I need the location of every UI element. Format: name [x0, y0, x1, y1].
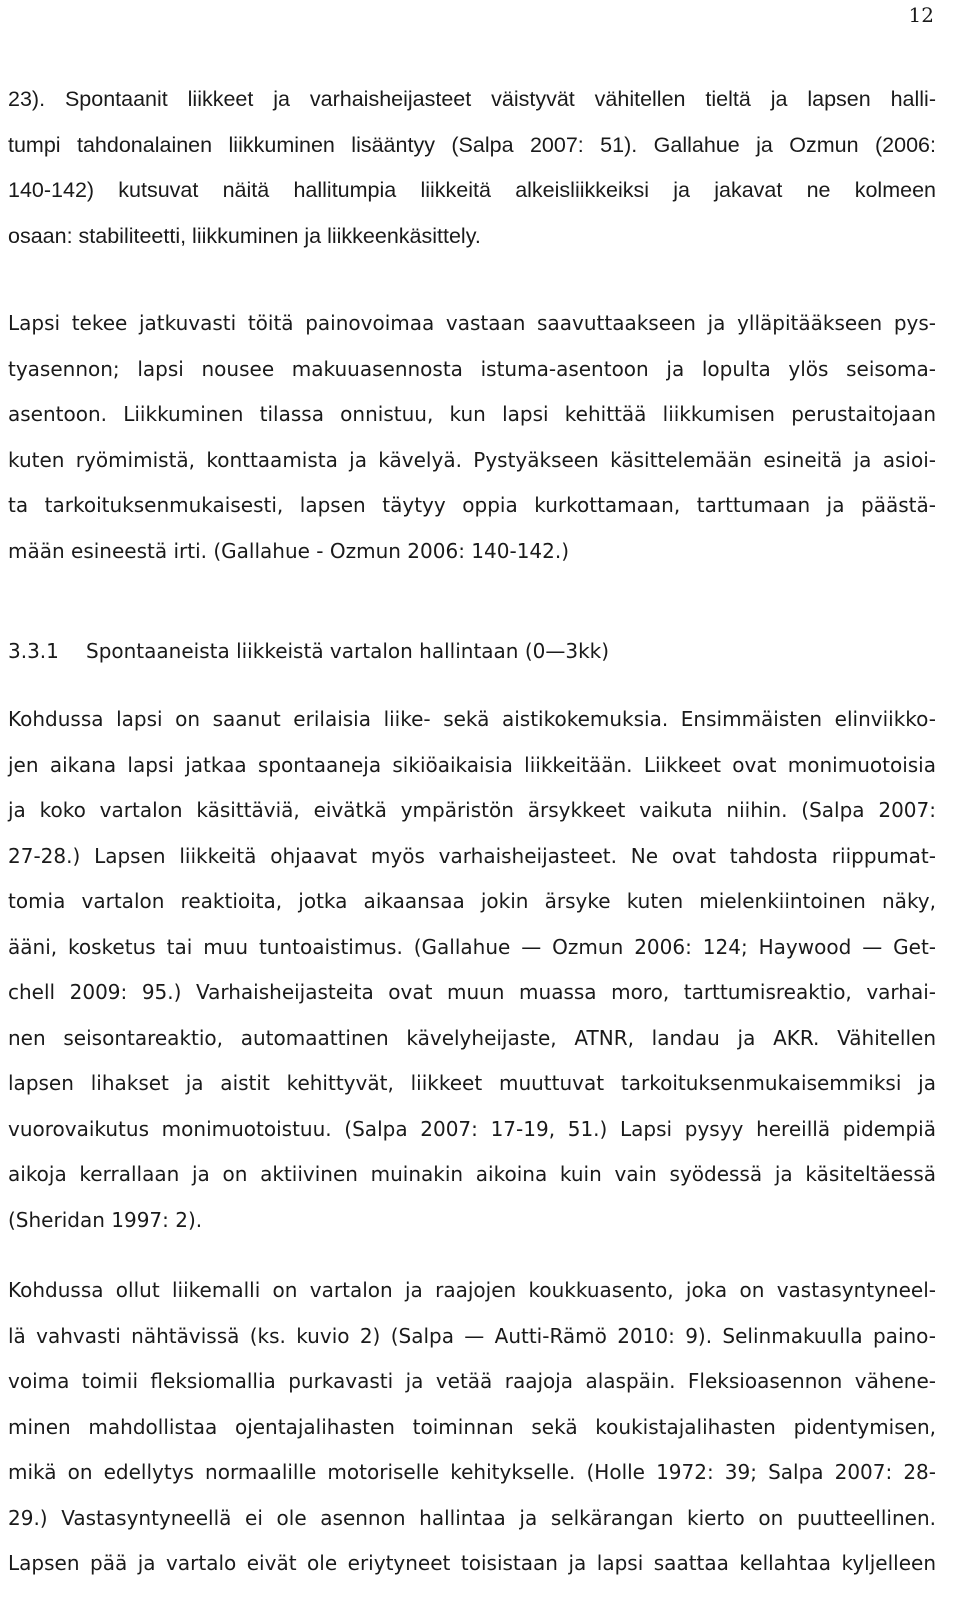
text-line: osaan: stabiliteetti, liikkuminen ja liikkeenkäsittely. — [8, 223, 481, 248]
text-line: lapsen lihakset ja aistit kehittyvät, liikkeet muuttuvat tarkoituksenmukaisemmiksi ja — [8, 1071, 936, 1095]
text-line: ääni, kosketus tai muu tuntoaistimus. (Gallahue — Ozmun 2006: 124; Haywood — Get- — [8, 934, 936, 959]
text-line: kuten ryömimistä, konttaamista ja kävelyä. Pystyäkseen käsittelemään esineitä ja asioi- — [8, 447, 936, 472]
page-number: 12 — [908, 3, 934, 27]
text-line: 29.) Vastasyntyneellä ei ole asennon hallintaa ja selkärangan kierto on puutteellinen. — [8, 1505, 936, 1530]
text-line: jen aikana lapsi jatkaa spontaaneja sikiöaikaisia liikkeitään. Liikkeet ovat monimuotoisia — [8, 752, 936, 777]
text-line: tyasennon; lapsi nousee makuuasennosta istuma-asentoon ja lopulta ylös seisoma- — [8, 356, 936, 381]
text-line: 140-142) kutsuvat näitä hallitumpia liikkeitä alkeisliikkeiksi ja jakavat ne kolmeen — [8, 178, 936, 202]
paragraph-1 — [8, 77, 936, 259]
section-number: 3.3.1 — [8, 639, 59, 663]
text-line: 27-28.) Lapsen liikkeitä ohjaavat myös varhaisheijasteet. Ne ovat tahdosta riippumat- — [8, 843, 936, 868]
section-title: Spontaaneista liikkeistä vartalon hallintaan (0—3kk) — [86, 639, 610, 663]
text-line: ta tarkoituksenmukaisesti, lapsen täytyy oppia kurkottamaan, tarttumaan ja päästä- — [8, 493, 936, 517]
paragraph-2 — [8, 301, 936, 574]
text-line: aikoja kerrallaan ja on aktiivinen muinakin aikoina kuin vain syödessä ja käsiteltäessä — [8, 1162, 936, 1186]
paragraph-4 — [8, 1268, 936, 1587]
text-line: Lapsi tekee jatkuvasti töitä painovoimaa vastaan saavuttaakseen ja ylläpitääkseen pys- — [8, 311, 936, 335]
text-line: asentoon. Liikkuminen tilassa onnistuu, kun lapsi kehittää liikkumisen perustaitojaan — [8, 402, 936, 426]
text-line: ja koko vartalon käsittäviä, eivätkä ympäristön ärsykkeet vaikuta niihin. (Salpa 2007: — [8, 798, 936, 822]
text-line: Lapsen pää ja vartalo eivät ole eriytyneet toisistaan ja lapsi saattaa kellahtaa kyljelleen — [8, 1551, 936, 1575]
section-heading — [8, 629, 936, 675]
text-line: Kohdussa ollut liikemalli on vartalon ja raajojen koukkuasento, joka on vastasyntyneel- — [8, 1278, 936, 1302]
text-line: mikä on edellytys normaalille motoriselle kehitykselle. (Holle 1972: 39; Salpa 2007: 28- — [8, 1460, 936, 1484]
text-line: chell 2009: 95.) Varhaisheijasteita ovat muun muassa moro, tarttumisreaktio, varhai- — [8, 980, 936, 1004]
paragraph-3 — [8, 697, 936, 1243]
text-line: tomia vartalon reaktioita, jotka aikaansaa jokin ärsyke kuten mielenkiintoinen näky, — [8, 889, 936, 913]
text-line: mään esineestä irti. (Gallahue - Ozmun 2006: 140-142.) — [8, 538, 570, 563]
text-line: minen mahdollistaa ojentajalihasten toiminnan sekä koukistajalihasten pidentymisen, — [8, 1414, 936, 1439]
text-line: tumpi tahdonalainen liikkuminen lisääntyy (Salpa 2007: 51). Gallahue ja Ozmun (2006: — [8, 132, 936, 157]
text-line: (Sheridan 1997: 2). — [8, 1207, 203, 1232]
text-line: 23). Spontaanit liikkeet ja varhaisheijasteet väistyvät vähitellen tieltä ja lapsen halli- — [8, 87, 936, 111]
text-line: Kohdussa lapsi on saanut erilaisia liike- sekä aistikokemuksia. Ensimmäisten elinviikko- — [8, 707, 936, 731]
text-line: nen seisontareaktio, automaattinen kävelyheijaste, ATNR, landau ja AKR. Vähitellen — [8, 1025, 936, 1050]
text-line: voima toimii fleksiomallia purkavasti ja vetää raajoja alaspäin. Fleksioasennon vähene- — [8, 1369, 936, 1393]
text-line: vuorovaikutus monimuotoistuu. (Salpa 2007: 17-19, 51.) Lapsi pysyy hereillä pidempiä — [8, 1116, 936, 1141]
text-line: lä vahvasti nähtävissä (ks. kuvio 2) (Salpa — Autti-Rämö 2010: 9). Selinmakuulla paino- — [8, 1323, 936, 1348]
